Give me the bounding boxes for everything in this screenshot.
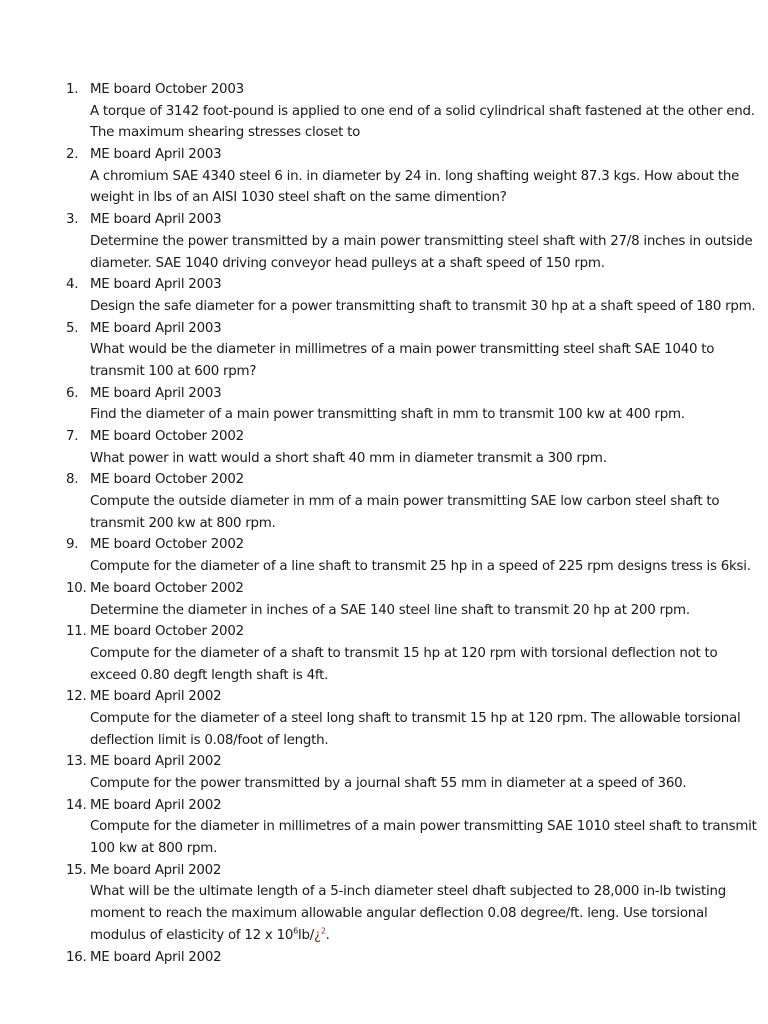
question-number: 13. xyxy=(66,754,87,770)
question-text-line: A torque of 3142 foot-pound is applied to one end of a solid cylindrical shaft fastened at the other end. xyxy=(90,103,755,119)
question-item xyxy=(66,209,753,274)
question-heading: ME board April 2003 xyxy=(90,385,222,401)
question-item xyxy=(66,318,728,383)
question-item xyxy=(66,79,755,144)
question-heading: ME board October 2002 xyxy=(90,624,244,640)
question-heading: ME board April 2003 xyxy=(90,277,222,293)
question-heading: ME board October 2002 xyxy=(90,429,244,444)
question-item xyxy=(66,751,728,794)
text-fragment: . xyxy=(325,927,330,943)
question-text-line: exceed 0.80 degft length shaft is 4ft. xyxy=(90,667,329,683)
question-text-line: Determine the diameter in inches of a SAE 140 steel line shaft to transmit 20 hp at 200 rpm. xyxy=(90,602,690,618)
question-text-line: transmit 100 at 600 rpm? xyxy=(90,363,257,379)
question-number: 12. xyxy=(66,689,87,705)
question-heading: ME board April 2003 xyxy=(90,147,222,163)
question-item xyxy=(66,621,728,686)
question-number: 16. xyxy=(66,949,87,965)
question-text-line: Compute for the diameter of a line shaft to transmit 25 hp in a speed of 225 rpm designs tress is 6ksi. xyxy=(90,559,751,575)
question-text-line: A chromium SAE 4340 steel 6 in. in diameter by 24 in. long shafting weight 87.3 kgs. How about the xyxy=(90,168,740,184)
question-item xyxy=(66,534,751,577)
question-item xyxy=(66,578,728,621)
question-text-line xyxy=(66,925,728,947)
question-number: 14. xyxy=(66,797,87,813)
question-number: 10. xyxy=(66,580,87,596)
question-item xyxy=(66,274,756,317)
question-item xyxy=(66,383,728,426)
question-text-line: 100 kw at 800 rpm. xyxy=(90,841,218,857)
exponent: 6 xyxy=(293,926,298,936)
question-heading: ME board October 2002 xyxy=(90,537,244,553)
question-heading: Me board April 2002 xyxy=(90,862,222,878)
question-text-line: Find the diameter of a main power transmitting shaft in mm to transmit 100 kw at 400 rpm. xyxy=(90,407,685,423)
question-number: 9. xyxy=(66,537,79,553)
question-text-line: What power in watt would a short shaft 40 mm in diameter transmit a 300 rpm. xyxy=(90,450,607,466)
text-fragment: modulus of elasticity of 12 x 10 xyxy=(90,927,294,943)
question-list xyxy=(66,79,757,968)
question-heading: Me board October 2002 xyxy=(90,580,244,596)
question-text-line: Compute for the diameter of a shaft to transmit 15 hp at 120 rpm with torsional deflection not to xyxy=(90,645,718,661)
question-item xyxy=(66,426,728,469)
question-number: 5. xyxy=(66,320,79,336)
question-number: 11. xyxy=(66,624,87,640)
question-text-line: What would be the diameter in millimetres of a main power transmitting steel shaft SAE 1040 to xyxy=(90,342,715,358)
exponent: 2 xyxy=(320,926,326,936)
question-item xyxy=(66,860,728,947)
question-number: 3. xyxy=(66,212,79,228)
question-text-line: Compute for the power transmitted by a journal shaft 55 mm in diameter at a speed of 360. xyxy=(90,776,687,791)
question-text-line: transmit 200 kw at 800 rpm. xyxy=(90,515,276,531)
question-text-line: diameter. SAE 1040 driving conveyor head pulleys at a shaft speed of 150 rpm. xyxy=(90,255,605,271)
question-heading: ME board October 2002 xyxy=(90,472,244,488)
question-text-line: deflection limit is 0.08/foot of length. xyxy=(90,732,329,748)
question-item xyxy=(66,686,741,751)
question-number: 4. xyxy=(66,277,79,293)
question-text-line: Compute for the diameter in millimetres of a main power transmitting SAE 1010 steel shaft to transmit xyxy=(90,819,757,835)
question-text-line: Design the safe diameter for a power transmitting shaft to transmit 30 hp at a shaft speed of 180 rpm. xyxy=(90,298,756,314)
garbled-glyph: ¿ xyxy=(313,927,321,943)
question-text-line: Compute the outside diameter in mm of a main power transmitting SAE low carbon steel shaft to xyxy=(90,494,720,510)
question-number: 6. xyxy=(66,385,79,401)
question-number: 15. xyxy=(66,862,87,878)
question-text-line: The maximum shearing stresses closet to xyxy=(90,125,361,141)
question-number: 1. xyxy=(66,82,79,97)
question-text-line: moment to reach the maximum allowable angular deflection 0.08 degree/ft. leng. Use torsional xyxy=(90,906,708,922)
question-heading: ME board April 2002 xyxy=(90,754,222,770)
question-text-line: weight in lbs of an AISI 1030 steel shaft on the same dimention? xyxy=(90,190,507,206)
question-number: 7. xyxy=(66,429,79,444)
text-fragment: lb/ xyxy=(297,927,314,943)
question-item xyxy=(66,144,740,209)
question-number: 8. xyxy=(66,472,79,488)
question-number: 2. xyxy=(66,147,79,163)
question-heading: ME board April 2003 xyxy=(90,320,222,336)
question-heading: ME board April 2002 xyxy=(90,949,222,965)
question-item xyxy=(66,947,728,969)
question-heading: ME board April 2002 xyxy=(90,797,222,813)
question-text-line: Determine the power transmitted by a main power transmitting steel shaft with 27/8 inches in outside xyxy=(90,233,753,249)
question-text-line: Compute for the diameter of a steel long shaft to transmit 15 hp at 120 rpm. The allowable torsional xyxy=(90,710,741,726)
question-item xyxy=(66,469,728,534)
question-text-line: What will be the ultimate length of a 5-inch diameter steel dhaft subjected to 28,000 in-lb twisting xyxy=(90,884,726,900)
question-item xyxy=(66,795,757,860)
question-heading: ME board April 2003 xyxy=(90,212,222,228)
question-heading: ME board April 2002 xyxy=(90,689,222,705)
question-heading: ME board October 2003 xyxy=(90,82,244,97)
